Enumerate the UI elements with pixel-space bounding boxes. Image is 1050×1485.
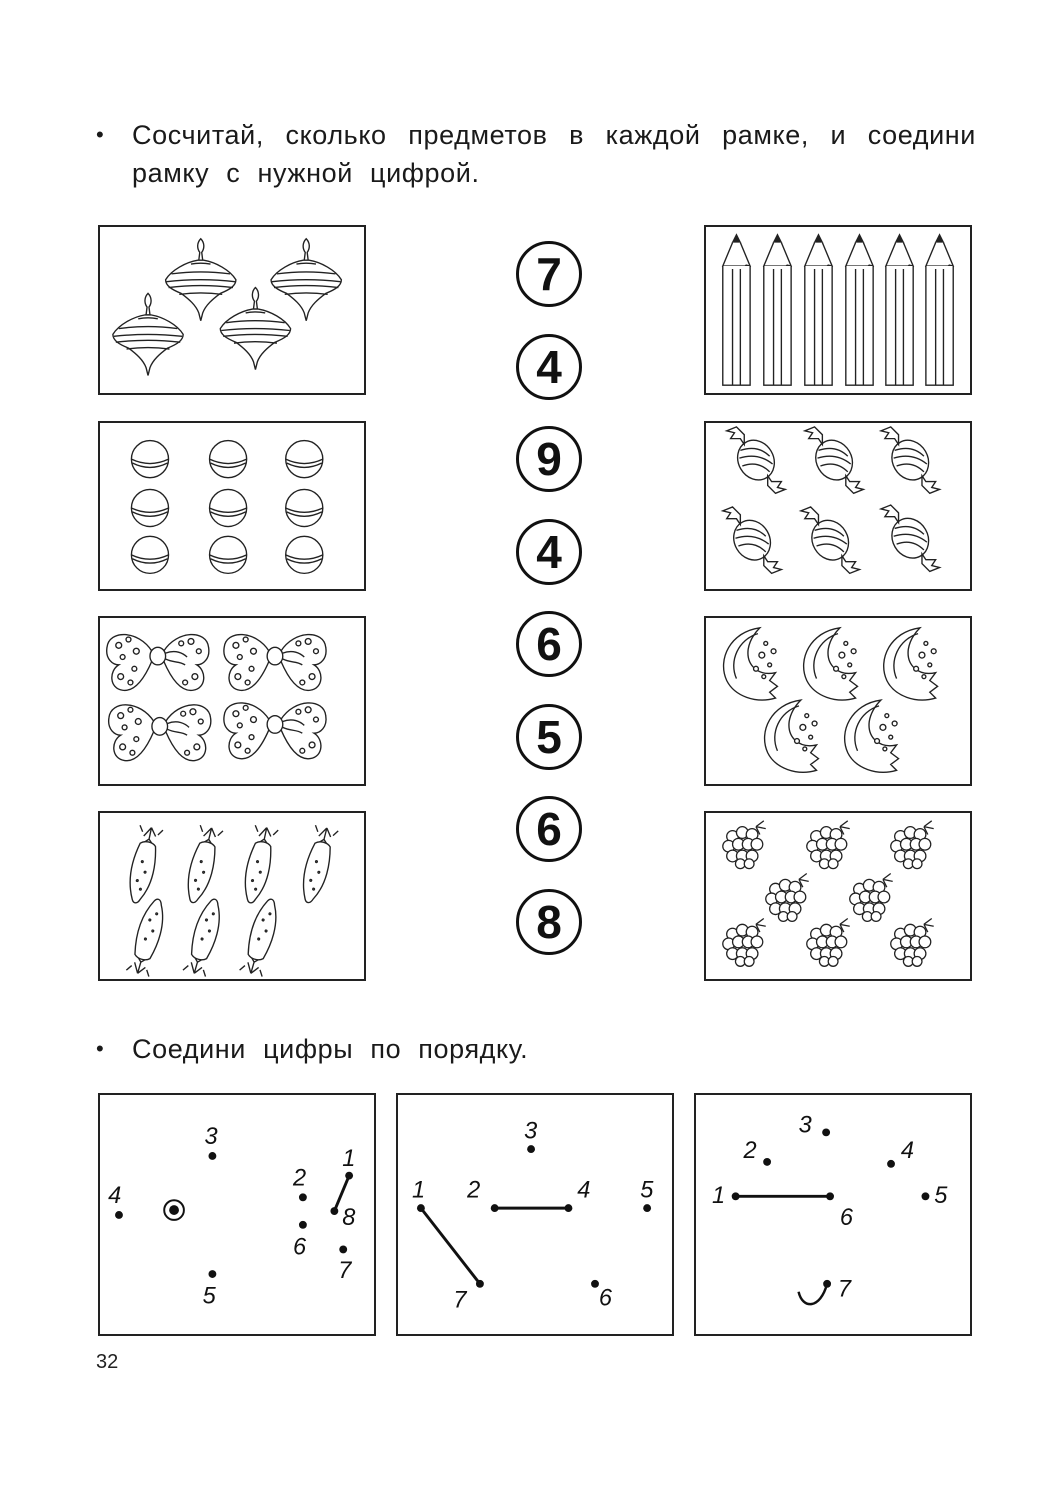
frame-balls[interactable] — [98, 421, 366, 591]
bows-illustration — [100, 618, 364, 784]
dot-label-2: 2 — [467, 1177, 481, 1204]
dot-label-1: 1 — [342, 1145, 356, 1172]
dot-puzzle-2[interactable] — [396, 1093, 674, 1336]
dot-puzzle-2-canvas — [398, 1095, 672, 1334]
dot-label-5: 5 — [202, 1283, 216, 1310]
dot-label-5: 5 — [640, 1177, 654, 1204]
raspberries-illustration — [706, 813, 970, 979]
dot-puzzle-3[interactable] — [694, 1093, 972, 1336]
number-circle-5[interactable]: 6 — [516, 611, 582, 677]
dot-label-2: 2 — [293, 1165, 307, 1192]
bullet-icon: • — [96, 122, 105, 147]
instruction-connect-in-order — [96, 1030, 696, 1068]
frame-candies[interactable] — [704, 421, 972, 591]
moons-illustration — [706, 618, 970, 784]
dot-label-6: 6 — [598, 1285, 613, 1312]
dot-label-2: 2 — [743, 1137, 757, 1164]
number-circle-4[interactable]: 4 — [516, 519, 582, 585]
dot-label-3: 3 — [798, 1112, 812, 1139]
instruction-count-and-connect — [96, 116, 976, 192]
dot-label-6: 6 — [293, 1234, 307, 1261]
page-number: 32 — [96, 1351, 119, 1373]
dot-label-4: 4 — [900, 1137, 914, 1164]
frame-bows[interactable] — [98, 616, 366, 786]
candies-illustration — [706, 423, 970, 589]
balls-illustration — [100, 423, 364, 589]
dot-puzzle-3-canvas — [696, 1095, 970, 1334]
dot-label-7: 7 — [837, 1276, 852, 1303]
instruction-text-2: Соедини цифры по порядку. — [132, 1034, 529, 1064]
dot-label-3: 3 — [524, 1118, 538, 1145]
dot-label-4: 4 — [108, 1183, 122, 1210]
pencils-illustration — [706, 227, 970, 393]
number-circle-2[interactable]: 4 — [516, 334, 582, 400]
dot-label-7: 7 — [338, 1257, 352, 1284]
frame-raspberries[interactable] — [704, 811, 972, 981]
number-circle-7[interactable]: 6 — [516, 796, 582, 862]
dot-label-1: 1 — [712, 1183, 726, 1210]
frame-moons[interactable] — [704, 616, 972, 786]
dot-label-8: 8 — [342, 1204, 356, 1231]
frame-carrots[interactable] — [98, 811, 366, 981]
instruction-text-1: Сосчитай, сколько предметов в каждой рамке, и соедини рамку с нужной цифрой. — [132, 120, 976, 188]
bullet-icon: • — [96, 1036, 105, 1061]
dot-label-1: 1 — [412, 1177, 426, 1204]
dot-label-5: 5 — [934, 1183, 948, 1210]
spinning-tops-illustration — [100, 227, 364, 393]
dot-label-6: 6 — [839, 1204, 854, 1231]
number-circle-6[interactable]: 5 — [516, 704, 582, 770]
dot-label-7: 7 — [453, 1287, 467, 1314]
frame-spinning-tops[interactable] — [98, 225, 366, 395]
carrots-illustration — [100, 813, 364, 979]
dot-label-3: 3 — [204, 1124, 218, 1151]
dot-puzzle-1[interactable] — [98, 1093, 376, 1336]
dot-label-4: 4 — [577, 1177, 591, 1204]
frame-pencils[interactable] — [704, 225, 972, 395]
curve-stroke — [799, 1284, 828, 1304]
dot-puzzle-1-canvas — [100, 1095, 374, 1334]
number-circle-3[interactable]: 9 — [516, 426, 582, 492]
number-circle-1[interactable]: 7 — [516, 241, 582, 307]
number-circle-8[interactable]: 8 — [516, 889, 582, 955]
